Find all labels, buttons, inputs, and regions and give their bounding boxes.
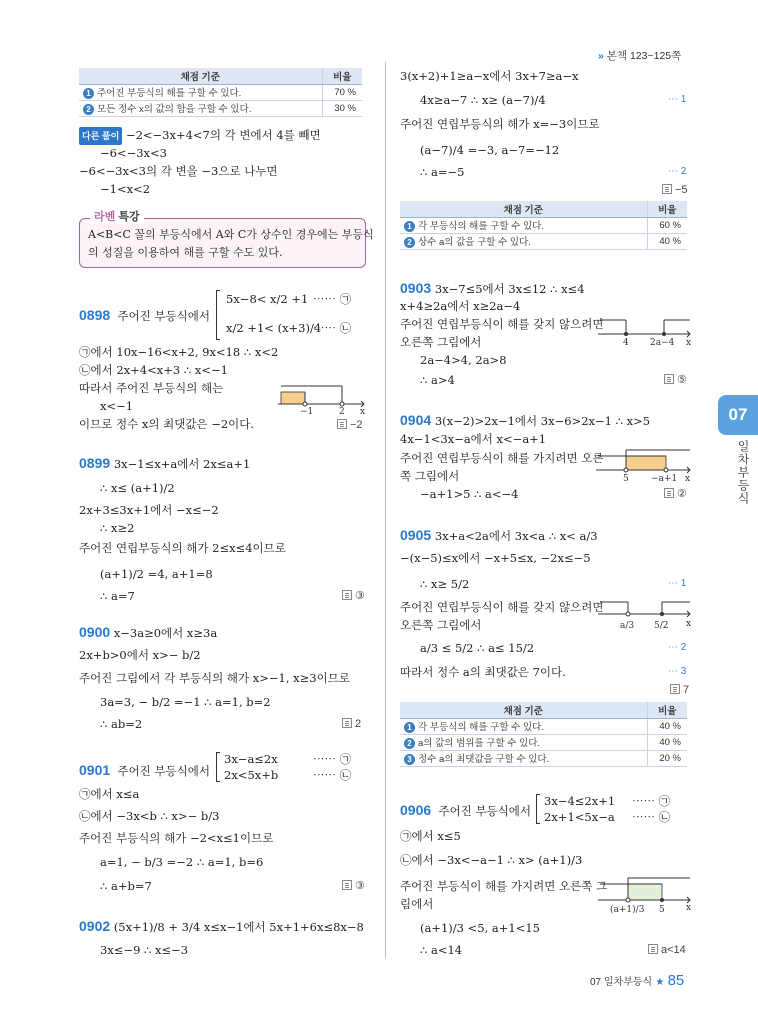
step-marker: ⋯ 1 bbox=[668, 94, 687, 105]
system-eq-2: x/2 +1< (x+3)/4 bbox=[226, 321, 322, 335]
page-reference bbox=[598, 48, 681, 63]
text: 3x−7≤5에서 3x≤12 ∴ x≤4 bbox=[434, 282, 585, 296]
chapter-tab: 07 bbox=[718, 395, 758, 435]
step-2-icon: 2 bbox=[404, 738, 415, 749]
eq-marker: ⋯⋯ ㉡ bbox=[313, 768, 352, 782]
problem-number: 0902 bbox=[79, 918, 111, 934]
system-eq-2: 2x<5x+b bbox=[224, 768, 279, 782]
answer-icon bbox=[342, 590, 352, 600]
solution-line: (a+1)/2 =4, a+1=8 bbox=[100, 567, 213, 581]
solution-line: a=1, − b/3 =−2 ∴ a=1, b=6 bbox=[100, 855, 264, 869]
problem-0899-line-1 bbox=[79, 455, 250, 472]
table-cell: 40 % bbox=[647, 233, 687, 249]
step-marker: ⋯ 2 bbox=[668, 642, 687, 653]
axis-label: x bbox=[686, 903, 692, 913]
solution-line: ∴ x≥2 bbox=[100, 521, 135, 535]
solution-line: 주어진 그림에서 각 부등식의 해가 x>−1, x≥3이므로 bbox=[79, 671, 350, 685]
eq-marker: ⋯⋯ ㉠ bbox=[632, 794, 671, 808]
solution-line: ∴ a>4 bbox=[420, 373, 455, 387]
table-cell: 주어진 부등식의 해를 구할 수 있다. bbox=[97, 88, 242, 99]
answer bbox=[337, 417, 363, 433]
table-header-ratio: 비율 bbox=[322, 68, 362, 84]
solution-line: ∴ a=7 bbox=[100, 589, 135, 603]
solution-line: 주어진 연립부등식의 해가 x=−3이므로 bbox=[400, 117, 600, 131]
solution-line: (a+1)/3 <5, a+1<15 bbox=[420, 921, 540, 935]
axis-label: −a+1 bbox=[651, 474, 678, 484]
solution-line: ∴ ab=2 bbox=[100, 717, 143, 731]
solution-line: 2a−4>4, 2a>8 bbox=[420, 353, 507, 367]
table-row bbox=[400, 750, 687, 766]
column-divider bbox=[385, 62, 386, 958]
solution-line: 4x≥a−7 ∴ x≥ (a−7)/4 bbox=[420, 93, 546, 107]
step-1-icon: 1 bbox=[83, 88, 94, 99]
table-header-criteria: 채점 기준 bbox=[400, 201, 647, 217]
eq-marker: ⋯⋯ ㉡ bbox=[632, 810, 671, 824]
answer-icon bbox=[342, 718, 352, 728]
step-1-icon: 1 bbox=[404, 722, 415, 733]
axis-label: 5/2 bbox=[654, 621, 669, 631]
problem-number: 0905 bbox=[400, 527, 432, 543]
answer bbox=[662, 182, 688, 198]
alt-solution-line-3: −6<−3x<3의 각 변을 −3으로 나누면 bbox=[79, 164, 278, 178]
system-brace bbox=[536, 794, 540, 824]
answer bbox=[342, 588, 365, 604]
tag-word: 라벤 bbox=[94, 211, 116, 223]
solution-line: −a+1>5 ∴ a<−4 bbox=[420, 487, 519, 501]
solution-line: 오른쪽 그림에서 bbox=[400, 335, 482, 349]
axis-label: 5 bbox=[659, 905, 665, 915]
number-line-0904 bbox=[596, 448, 694, 484]
solution-line: −(x−5)≤x에서 −x+5≤x, −2x≤−5 bbox=[400, 551, 591, 565]
table-row bbox=[79, 100, 362, 116]
table-cell: a의 값의 범위를 구할 수 있다. bbox=[418, 738, 541, 749]
grading-table-2 bbox=[400, 201, 687, 250]
page-number: 85 bbox=[667, 972, 685, 989]
answer bbox=[664, 486, 687, 502]
eq-marker: ⋯⋯ ㉠ bbox=[313, 292, 352, 306]
solution-line: 주어진 연립부등식이 해를 갖지 않으려면 bbox=[400, 317, 604, 331]
answer bbox=[670, 682, 689, 698]
problem-number: 0898 bbox=[79, 307, 111, 323]
step-1-icon: 1 bbox=[404, 221, 415, 232]
problem-0905-line-1 bbox=[400, 527, 598, 544]
solution-line: (a−7)/4 =−3, a−7=−12 bbox=[420, 143, 560, 157]
answer-icon bbox=[662, 184, 672, 194]
answer bbox=[342, 878, 365, 894]
text: 주어진 부등식에서 bbox=[117, 309, 210, 323]
solution-line: 주어진 연립부등식의 해가 2≤x≤4이므로 bbox=[79, 541, 286, 555]
system-eq-1: 5x−8< x/2 +1 bbox=[226, 292, 309, 306]
system-eq-1: 3x−4≤2x+1 bbox=[544, 794, 616, 808]
reference-arrow-icon: » bbox=[598, 50, 604, 62]
step-3-icon: 3 bbox=[404, 754, 415, 765]
problem-number: 0904 bbox=[400, 412, 432, 428]
solution-line: x+4≥2a에서 x≥2a−4 bbox=[400, 299, 521, 313]
text: (5x+1)/8 + 3/4 x≤x−1에서 5x+1+6x≤8x−8 bbox=[113, 920, 364, 934]
problem-0903-line-1 bbox=[400, 280, 585, 297]
special-lecture-tag bbox=[90, 208, 144, 224]
table-row bbox=[79, 84, 362, 100]
table-cell: 60 % bbox=[647, 217, 687, 233]
solution-line: ㉡에서 2x+4<x+3 ∴ x<−1 bbox=[79, 363, 228, 377]
table-row bbox=[400, 217, 687, 233]
answer-icon bbox=[664, 374, 674, 384]
number-line-0906 bbox=[598, 876, 694, 926]
step-marker: ⋯ 1 bbox=[668, 578, 687, 589]
text: 주어진 부등식에서 bbox=[117, 764, 210, 778]
table-cell: 각 부등식의 해를 구할 수 있다. bbox=[418, 722, 544, 733]
table-row bbox=[400, 734, 687, 750]
system-brace bbox=[216, 290, 220, 340]
solution-line: 2x+b>0에서 x>− b/2 bbox=[79, 648, 201, 662]
solution-line: ∴ x≤ (a+1)/2 bbox=[100, 481, 175, 495]
axis-label: 4 bbox=[623, 338, 629, 348]
solution-line: 쪽 그림에서 bbox=[400, 469, 460, 483]
table-cell: 모든 정수 x의 값의 합을 구할 수 있다. bbox=[97, 104, 252, 115]
text: 3x−1≤x+a에서 2x≤a+1 bbox=[113, 457, 251, 471]
solution-line: 오른쪽 그림에서 bbox=[400, 618, 482, 632]
step-marker: ⋯ 2 bbox=[668, 166, 687, 177]
answer-icon bbox=[337, 419, 347, 429]
table-header-criteria: 채점 기준 bbox=[400, 702, 647, 718]
solution-line: ㉠에서 x≤a bbox=[79, 787, 140, 801]
special-line-1: A<B<C 꼴의 부등식에서 A와 C가 상수인 경우에는 부등식 bbox=[88, 228, 374, 241]
system-eq-1: 3x−a≤2x bbox=[224, 752, 278, 766]
solution-line: ∴ a<14 bbox=[420, 943, 463, 957]
text: −2<−3x+4<7의 각 변에서 4를 빼면 bbox=[125, 128, 321, 142]
problem-0904-line-1 bbox=[400, 412, 650, 429]
special-lecture-box bbox=[79, 218, 374, 268]
axis-label: (a+1)/3 bbox=[610, 905, 645, 915]
solution-line: a/3 ≤ 5/2 ∴ a≤ 15/2 bbox=[420, 641, 535, 655]
axis-label: a/3 bbox=[620, 621, 635, 631]
solution-line: 주어진 부등식의 해가 −2<x≤1이므로 bbox=[79, 831, 274, 845]
step-2-icon: 2 bbox=[83, 104, 94, 115]
solution-line: ∴ a=−5 bbox=[420, 165, 465, 179]
solution-line: ∴ x≥ 5/2 bbox=[420, 577, 470, 591]
solution-line: 주어진 부등식이 해를 가지려면 오른쪽 그 bbox=[400, 879, 608, 893]
alt-solution-line-2: −6<−3x<3 bbox=[100, 146, 167, 160]
text: 3x+a<2a에서 3x<a ∴ x< a/3 bbox=[434, 529, 598, 543]
answer-icon bbox=[648, 944, 658, 954]
problem-number: 0906 bbox=[400, 802, 432, 818]
axis-label: 2a−4 bbox=[650, 338, 675, 348]
eq-marker: ⋯⋯ ㉠ bbox=[313, 752, 352, 766]
problem-number: 0899 bbox=[79, 455, 111, 471]
answer bbox=[664, 372, 687, 388]
solution-line: 따라서 정수 a의 최댓값은 7이다. bbox=[400, 665, 566, 679]
solution-line: ㉡에서 −3x<−a−1 ∴ x> (a+1)/3 bbox=[400, 853, 583, 867]
axis-label: −1 bbox=[300, 407, 314, 416]
axis-label: x bbox=[686, 619, 692, 629]
solution-line: 주어진 연립부등식이 해를 가지려면 오른 bbox=[400, 451, 604, 465]
table-cell: 각 부등식의 해를 구할 수 있다. bbox=[418, 221, 544, 232]
answer-value: −5 bbox=[675, 184, 688, 196]
answer bbox=[342, 716, 361, 732]
problem-number: 0900 bbox=[79, 624, 111, 640]
grading-table-3 bbox=[400, 702, 687, 767]
text: 주어진 부등식에서 bbox=[438, 804, 531, 818]
answer-value: −2 bbox=[350, 419, 363, 431]
text: 3(x−2)>2x−1에서 3x−6>2x−1 ∴ x>5 bbox=[434, 414, 651, 428]
footer-star-icon: ★ bbox=[655, 977, 665, 988]
solution-line: 2x+3≤3x+1에서 −x≤−2 bbox=[79, 503, 219, 517]
axis-label: 2 bbox=[339, 407, 345, 416]
number-line-0903 bbox=[598, 312, 694, 348]
answer-value: 7 bbox=[683, 684, 690, 696]
table-cell: 30 % bbox=[322, 100, 362, 116]
text: x−3a≥0에서 x≥3a bbox=[113, 626, 218, 640]
chapter-side-title: 일차부등식 bbox=[736, 440, 750, 505]
answer-value: ③ bbox=[355, 880, 365, 892]
table-header-criteria: 채점 기준 bbox=[79, 68, 322, 84]
solution-line: 3x≤−9 ∴ x≤−3 bbox=[100, 943, 189, 957]
tag-word: 특강 bbox=[118, 211, 140, 223]
answer-value: a<14 bbox=[661, 944, 686, 956]
table-cell: 상수 a의 값을 구할 수 있다. bbox=[418, 237, 531, 248]
alt-solution-line-1 bbox=[79, 127, 321, 145]
solution-line: ∴ a+b=7 bbox=[100, 879, 152, 893]
solution-line: ㉠에서 10x−16<x+2, 9x<18 ∴ x<2 bbox=[79, 345, 279, 359]
problem-0898-intro bbox=[79, 307, 210, 324]
reference-text: 본책 123~125쪽 bbox=[606, 50, 682, 62]
step-marker: ⋯ 3 bbox=[668, 666, 687, 677]
answer-value: ② bbox=[677, 488, 687, 500]
table-row bbox=[400, 233, 687, 249]
solution-line: ㉠에서 x≤5 bbox=[400, 829, 461, 843]
answer-icon bbox=[670, 684, 680, 694]
axis-label: x bbox=[685, 474, 691, 484]
alt-solution-tag: 다른 풀이 bbox=[79, 127, 122, 145]
table-cell: 20 % bbox=[647, 750, 687, 766]
problem-0901-intro bbox=[79, 762, 210, 779]
solution-line: 주어진 연립부등식이 해를 갖지 않으려면 bbox=[400, 600, 604, 614]
problem-number: 0901 bbox=[79, 762, 111, 778]
problem-number: 0903 bbox=[400, 280, 432, 296]
table-cell: 40 % bbox=[647, 734, 687, 750]
solution-line: 3a=3, − b/2 =−1 ∴ a=1, b=2 bbox=[100, 695, 271, 709]
eq-marker: ⋯⋯ ㉡ bbox=[313, 321, 352, 335]
alt-solution-line-4: −1<x<2 bbox=[100, 182, 151, 196]
answer-value: ③ bbox=[355, 590, 365, 602]
table-header-ratio: 비율 bbox=[647, 201, 687, 217]
grading-table-1 bbox=[79, 68, 362, 117]
axis-label: x bbox=[686, 338, 692, 348]
axis-label: x bbox=[360, 407, 366, 416]
number-line-0898 bbox=[278, 380, 368, 416]
footer-chapter-title: 07 일차부등식 bbox=[590, 977, 653, 988]
solution-line: x<−1 bbox=[100, 399, 134, 413]
answer-icon bbox=[342, 880, 352, 890]
solution-line: 3(x+2)+1≥a−x에서 3x+7≥a−x bbox=[400, 69, 579, 83]
answer-icon bbox=[664, 488, 674, 498]
solution-line: 림에서 bbox=[400, 897, 434, 911]
system-eq-2: 2x+1<5x−a bbox=[544, 810, 615, 824]
solution-line: ㉡에서 −3x<b ∴ x>− b/3 bbox=[79, 809, 220, 823]
answer-value: ⑤ bbox=[677, 374, 687, 386]
system-brace bbox=[216, 752, 220, 782]
special-line-2: 의 성질을 이용하여 해를 구할 수도 있다. bbox=[88, 246, 283, 259]
problem-0906-intro bbox=[400, 802, 531, 819]
table-header-ratio: 비율 bbox=[647, 702, 687, 718]
solution-line: 4x−1<3x−a에서 x<−a+1 bbox=[400, 432, 547, 446]
page-footer bbox=[590, 972, 684, 989]
number-line-0905 bbox=[598, 598, 694, 638]
step-2-icon: 2 bbox=[404, 237, 415, 248]
table-cell: 70 % bbox=[322, 84, 362, 100]
problem-0902-line-1 bbox=[79, 918, 364, 935]
table-row bbox=[400, 718, 687, 734]
problem-0900-line-1 bbox=[79, 624, 217, 641]
axis-label: 5 bbox=[623, 474, 629, 484]
answer bbox=[648, 942, 686, 958]
answer-value: 2 bbox=[355, 718, 362, 730]
table-cell: 40 % bbox=[647, 718, 687, 734]
table-cell: 정수 a의 최댓값을 구할 수 있다. bbox=[418, 754, 550, 765]
solution-line: 이므로 정수 x의 최댓값은 −2이다. bbox=[79, 417, 255, 431]
solution-line: 따라서 주어진 부등식의 해는 bbox=[79, 381, 224, 395]
